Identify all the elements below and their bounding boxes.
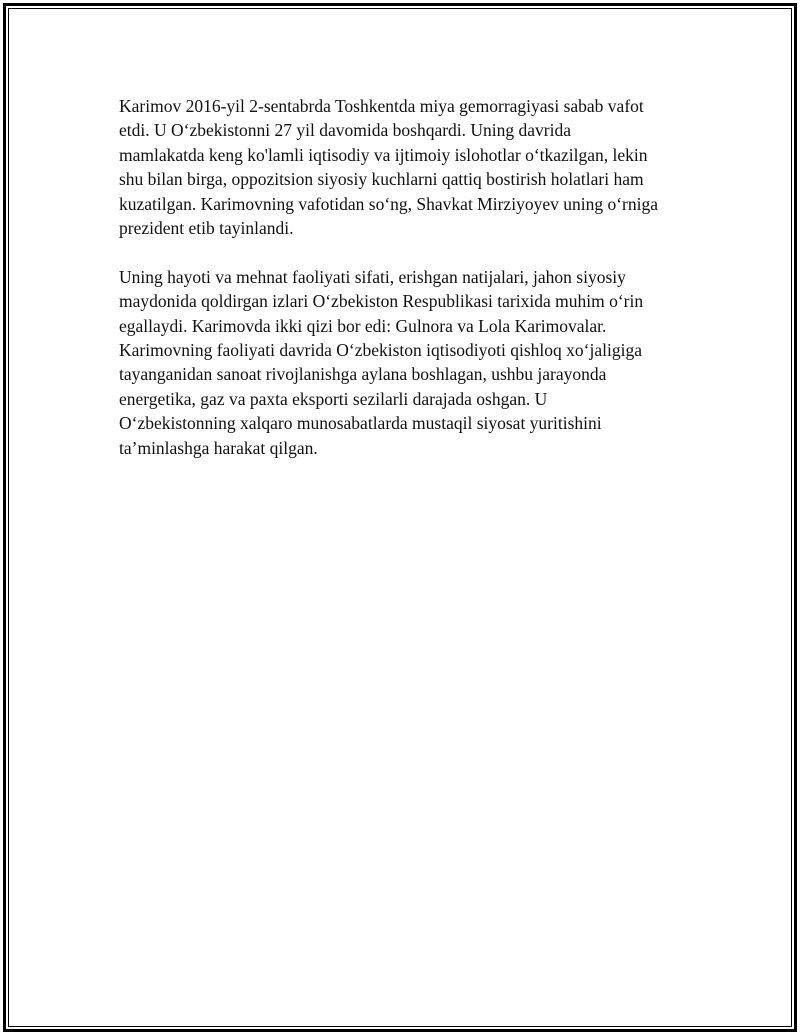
paragraph-1: Karimov 2016-yil 2-sentabrda Toshkentda miya gemorragiyasi sabab vafot etdi. U O‘zbekistonni 27 yil davomida boshqardi. Uning davrida mamlakatda keng ko'lamli iqtisodiy va ijtimoiy islohotlar o‘tkazilgan, lekin shu bilan birga, oppozitsion siyosiy kuchlarni qattiq bostirish holatlari ham kuzatilgan. Karimovning vafotidan so‘ng, Shavkat Mirziyoyev uning o‘rniga prezident etib tayinlandi. <box>119 96 658 239</box>
page-border <box>3 3 797 1032</box>
document-body <box>119 94 709 460</box>
paragraph-2: Uning hayoti va mehnat faoliyati sifati, erishgan natijalari, jahon siyosiy maydonida qoldirgan izlari O‘zbekiston Respublikasi tarixida muhim o‘rin egallaydi. Karimovda ikki qizi bor edi: Gulnora va Lola Karimovalar. Karimovning faoliyati davrida O‘zbekiston iqtisodiyoti qishloq xo‘jaligiga tayanganidan sanoat rivojlanishga aylana boshlagan, ushbu jarayonda energetika, gaz va paxta eksporti sezilarli darajada oshgan. U O‘zbekistonning xalqaro munosabatlarda mustaqil siyosat yuritishini ta’minlashga harakat qilgan. <box>119 266 644 458</box>
